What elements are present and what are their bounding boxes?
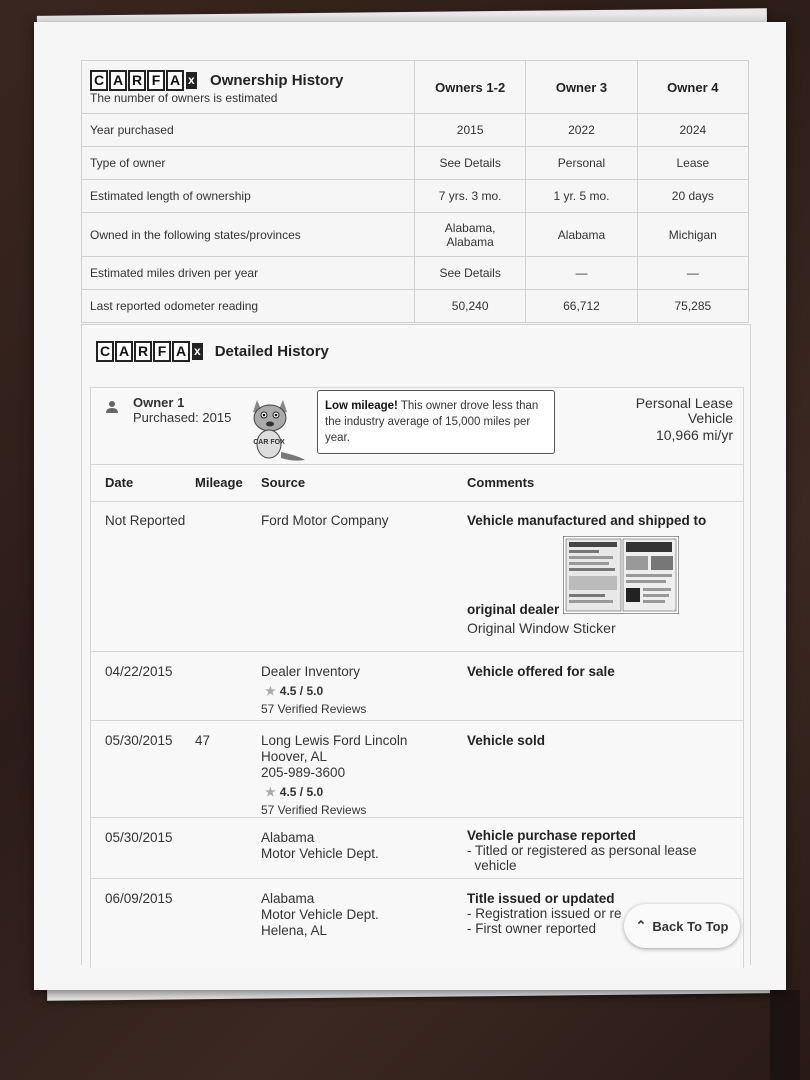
history-row: 06/09/2015 Alabama Motor Vehicle Dept. Helena, AL Title issued or updated - Registration issued or re - First owner reported (105, 891, 622, 938)
row-odometer: Last reported odometer reading 50,240 66,712 75,285 (82, 290, 749, 323)
window-sticker-icon[interactable] (563, 536, 679, 614)
detailed-history-section (81, 324, 751, 965)
owner-type-summary: Personal Lease Vehicle 10,966 mi/yr (635, 395, 733, 443)
carfax-logo: C A R F A x (96, 341, 203, 362)
verified-reviews-link[interactable]: 57 Verified Reviews (261, 803, 367, 817)
carfox-mascot-icon (243, 394, 309, 464)
row-year-purchased: Year purchased 2015 2022 2024 (82, 114, 749, 147)
low-mileage-callout: Low mileage! This owner drove less than the industry average of 15,000 miles per year. (317, 390, 555, 454)
col-owners-1-2: Owners 1-2 (414, 61, 525, 114)
ownership-header-row (82, 61, 749, 114)
row-length-of-ownership: Estimated length of ownership 7 yrs. 3 mo. 1 yr. 5 mo. 20 days (82, 180, 749, 213)
window-sticker-link[interactable]: Original Window Sticker (467, 620, 616, 636)
history-row: Not Reported Ford Motor Company Vehicle manufactured and shipped to original dealer Original Window Sticker (91, 501, 743, 652)
star-icon: ★ (265, 785, 276, 799)
verified-reviews-link[interactable]: 57 Verified Reviews (261, 702, 367, 716)
report-page (34, 22, 786, 990)
history-row: 04/22/2015 Dealer Inventory ★ 4.5 / 5.0 57 Verified Reviews Vehicle offered for sale (91, 652, 743, 721)
owner-purchased: Purchased: 2015 (133, 410, 232, 425)
owner-name: Owner 1 (133, 395, 185, 410)
back-to-top-button[interactable]: ⌃ Back To Top (624, 904, 740, 948)
row-type-of-owner: Type of owner See Details Personal Lease (82, 147, 749, 180)
ownership-title: Ownership History (210, 71, 344, 89)
ownership-subtitle: The number of owners is estimated (90, 90, 278, 105)
miles-per-year: 10,966 mi/yr (655, 427, 733, 443)
dealer-rating: ★ 4.5 / 5.0 (265, 684, 324, 698)
see-details-link[interactable]: See Details (414, 147, 525, 180)
table-edge (770, 990, 800, 1080)
owner-1-card (90, 387, 744, 968)
history-table-header: Date Mileage Source Comments (91, 464, 743, 502)
carfax-logo: C A R F A x (90, 70, 197, 91)
col-owner-3: Owner 3 (526, 61, 637, 114)
ownership-title-cell (82, 61, 415, 114)
detailed-history-header (96, 341, 329, 362)
dealer-rating: ★ 4.5 / 5.0 (265, 785, 324, 799)
detailed-history-title: Detailed History (214, 343, 329, 360)
history-row: 05/30/2015 47 Long Lewis Ford Lincoln Hoover, AL 205-989-3600 ★ 4.5 / 5.0 57 Verified Reviews Vehicle sold (91, 721, 743, 818)
see-details-link[interactable]: See Details (414, 257, 525, 290)
history-row: 05/30/2015 Alabama Motor Vehicle Dept. Vehicle purchase reported - Titled or registered as personal lease vehicle (91, 818, 743, 879)
row-states: Owned in the following states/provinces Alabama, Alabama Alabama Michigan (82, 213, 749, 257)
fox-shirt-text: CAR FOX (253, 439, 285, 446)
person-icon (105, 400, 119, 414)
row-miles-per-year: Estimated miles driven per year See Details — — (82, 257, 749, 290)
col-owner-4: Owner 4 (637, 61, 748, 114)
ownership-table (81, 60, 749, 323)
star-icon: ★ (265, 684, 276, 698)
chevron-up-icon: ⌃ (635, 918, 647, 933)
